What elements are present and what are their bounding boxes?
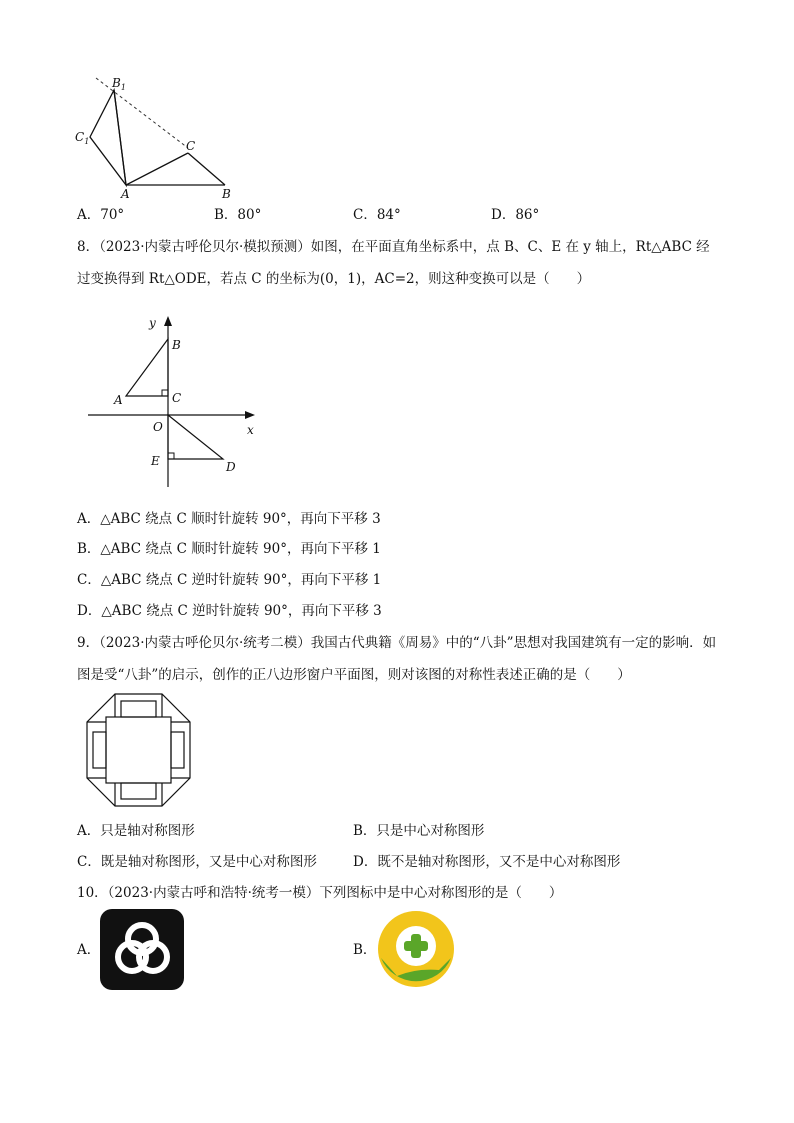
label-c: C	[186, 139, 196, 153]
q9-option-d: D．既不是轴对称图形，又不是中心对称图形	[353, 854, 621, 870]
label-b: B	[172, 338, 181, 352]
segment-ac	[126, 153, 188, 185]
q10-option-a-label: A．	[77, 942, 101, 958]
q9-option-b: B．只是中心对称图形	[353, 823, 485, 839]
q8-option-d: D．△ABC 绕点 C 逆时针旋转 90°，再向下平移 3	[77, 603, 382, 619]
right-angle-mark-e	[168, 453, 174, 459]
triangle-ode	[168, 415, 223, 459]
q9-option-c: C．既是轴对称图形，又是中心对称图形	[77, 854, 317, 870]
q7-option-d: D．86°	[491, 207, 540, 223]
segment-cb	[188, 153, 225, 185]
q10-option-b-label: B．	[353, 942, 377, 958]
label-o: O	[153, 420, 163, 434]
label-a: A	[121, 187, 130, 201]
inner-square	[106, 717, 171, 783]
q10-stem: 10．（2023·内蒙古呼和浩特·统考一模）下列图标中是中心对称图形的是（ ）	[77, 885, 563, 901]
label-b: B	[222, 187, 231, 201]
green-plus-badge-icon	[377, 910, 455, 988]
q7-option-b: B．80°	[214, 207, 262, 223]
tab-left	[93, 732, 106, 768]
label-c1: $C_1$	[75, 130, 90, 146]
q7-option-c: C．84°	[353, 207, 401, 223]
label-c: C	[172, 391, 182, 405]
label-x: x	[247, 423, 254, 437]
label-a: A	[114, 393, 123, 407]
q8-option-a: A．△ABC 绕点 C 顺时针旋转 90°，再向下平移 3	[77, 511, 381, 527]
q7-option-a: A．70°	[77, 207, 125, 223]
q8-option-c: C．△ABC 绕点 C 逆时针旋转 90°，再向下平移 1	[77, 572, 382, 588]
tab-right	[171, 732, 184, 768]
outer-octagon	[87, 694, 190, 806]
label-b1: $B_1$	[112, 76, 126, 92]
dashed-extension-line	[96, 78, 188, 148]
octagon-window-figure	[84, 692, 194, 810]
label-e: E	[151, 454, 160, 468]
y-axis-arrow	[164, 316, 172, 326]
q8-coordinate-figure	[85, 312, 265, 490]
label-y: y	[149, 316, 156, 330]
triangle-abc	[126, 339, 168, 396]
q7-figure	[70, 70, 250, 205]
q8-stem-line2: 过变换得到 Rt△ODE，若点 C 的坐标为(0，1)，AC=2，则这种变换可以是（ ）	[77, 271, 591, 287]
tab-top	[121, 701, 156, 717]
q9-stem-line1: 9．（2023·内蒙古呼伦贝尔·统考二模）我国古代典籍《周易》中的“八卦”思想对我国建筑有一定的影响．如	[77, 635, 717, 651]
q9-option-a: A．只是轴对称图形	[77, 823, 195, 839]
right-angle-mark-c	[162, 390, 168, 396]
q9-stem-line2: 图是受“八卦”的启示，创作的正八边形窗户平面图，则对该图的对称性表述正确的是（ ）	[77, 667, 631, 683]
trefoil-knot-icon	[100, 909, 184, 990]
x-axis-arrow	[245, 411, 255, 419]
q8-option-b: B．△ABC 绕点 C 顺时针旋转 90°，再向下平移 1	[77, 541, 381, 557]
q8-stem-line1: 8．（2023·内蒙古呼伦贝尔·模拟预测）如图，在平面直角坐标系中，点 B、C、E 在 y 轴上，Rt△ABC 经	[77, 239, 710, 255]
tab-bottom	[121, 783, 156, 799]
label-d: D	[226, 460, 236, 474]
